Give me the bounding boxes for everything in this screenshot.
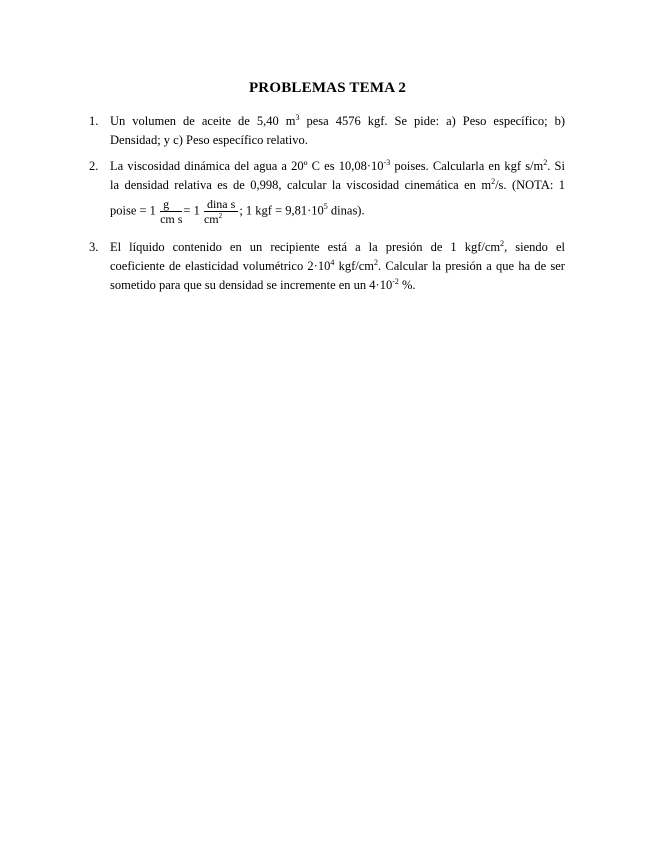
problem-1-line-1: Un volumen de aceite de 5,40 $m^3$ pesa 4576 kgf. Se pide: a) Peso específico; b) [110, 112, 565, 128]
problem-3-line-1: El líquido contenido en un recipiente está a la presión de 1 kgf/$cm^2$, siendo el [110, 238, 565, 254]
problem-3 [89, 238, 565, 295]
problem-1 [89, 112, 565, 150]
problem-number: 1. [89, 114, 99, 128]
problem-1-line-2: Densidad; y c) Peso específico relativo. [110, 133, 308, 147]
page-title: PROBLEMAS TEMA 2 [248, 80, 407, 96]
problem-number: 2. [89, 159, 99, 173]
problem-2 [89, 157, 565, 226]
problem-number: 3. [89, 240, 99, 254]
fraction-g-per-cm-s: $\frac{g}{\text{cm s}}$ [160, 197, 183, 226]
problem-2-line-3: poise = 1 $\frac{g}{\text{cm s}}$ = 1 $\frac{\text{dina s}}{cm^2}$ ; 1 kgf = $9,81\cdot 10^5$ dinas). [110, 197, 365, 226]
problem-3-line-2: coeficiente de elasticidad volumétrico $2\cdot 10^4$ kgf/$cm^2$. Calcular la presión a que ha de ser [110, 257, 565, 273]
fraction-dina-s-per-cm2: $\frac{\text{dina s}}{cm^2}$ [204, 197, 238, 226]
problem-3-line-3: sometido para que su densidad se incremente en un $4\cdot 10^{-2}$ %. [110, 276, 416, 292]
problem-2-line-2: la densidad relativa es de 0,998, calcular la viscosidad cinemática en $m^2/s$. (NOTA: 1 [110, 176, 565, 192]
problem-2-line-1: La viscosidad dinámica del agua a 20º C es $10,08\cdot 10^{-3}$ poises. Calcularla en kgf $s/m^2$. Si [110, 157, 565, 173]
